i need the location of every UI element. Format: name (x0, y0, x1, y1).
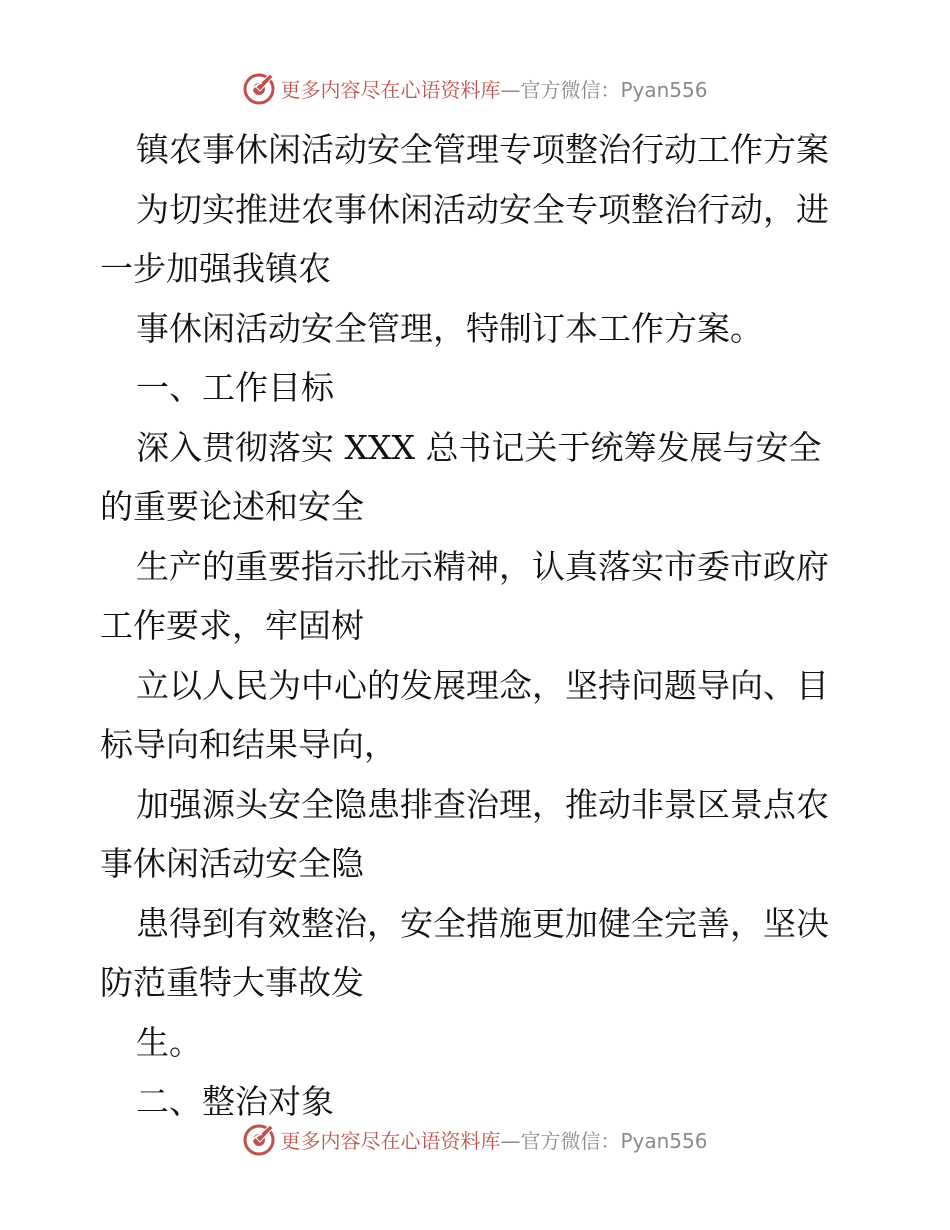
paragraph-line: 加强源头安全隐患排查治理，推动非景区景点农 (136, 784, 829, 824)
paragraph-line: 一步加强我镇农 (100, 249, 331, 288)
header-banner (0, 68, 950, 108)
pen-nib-logo-icon (242, 71, 276, 105)
banner-text (280, 1125, 707, 1154)
document-body (100, 120, 860, 1132)
separator: — (500, 77, 521, 102)
banner-text (280, 74, 707, 103)
paragraph-line: 深入贯彻落实 XXX 总书记关于统筹发展与安全 (136, 427, 822, 467)
document-title: 镇农事休闲活动安全管理专项整治行动工作方案 (136, 130, 829, 169)
paragraph-line: 事休闲活动安全隐 (100, 844, 364, 883)
paragraph-line: 为切实推进农事休闲活动安全专项整治行动，进 (136, 189, 829, 229)
paragraph-line: 生。 (136, 1022, 202, 1062)
paragraph-line: 的重要论述和安全 (100, 487, 364, 526)
paragraph-line: 生产的重要指示批示精神，认真落实市委市政府 (136, 546, 829, 586)
paragraph-line: 工作要求，牢固树 (100, 606, 364, 645)
paragraph-line: 防范重特大事故发 (100, 963, 364, 1002)
paragraph-line: 标导向和结果导向， (100, 725, 397, 764)
section-heading: 二、整治对象 (136, 1082, 334, 1121)
paragraph-line: 患得到有效整治，安全措施更加健全完善，坚决 (136, 903, 829, 943)
wechat-text: 官方微信：Pyan556 (520, 1128, 708, 1153)
separator: — (500, 1128, 521, 1153)
pen-nib-logo-icon (242, 1122, 276, 1156)
paragraph-line: 立以人民为中心的发展理念，坚持问题导向、目 (136, 665, 829, 705)
wechat-text: 官方微信：Pyan556 (520, 77, 708, 102)
promo-text: 更多内容尽在心语资料库 (280, 77, 501, 102)
footer-banner (0, 1119, 950, 1159)
section-heading: 一、工作目标 (136, 368, 334, 407)
promo-text: 更多内容尽在心语资料库 (280, 1128, 501, 1153)
paragraph-line: 事休闲活动安全管理，特制订本工作方案。 (136, 308, 763, 348)
